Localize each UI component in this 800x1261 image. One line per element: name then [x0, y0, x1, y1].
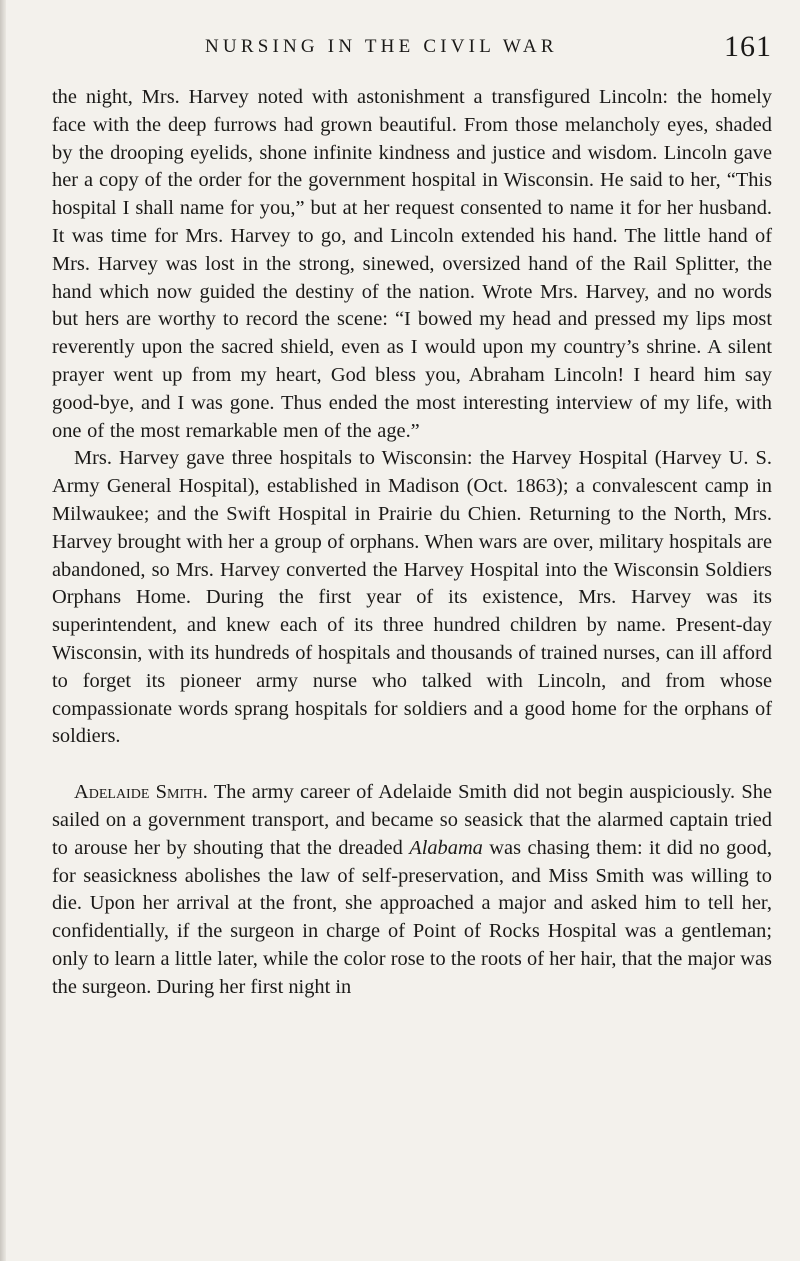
paragraph-3-text-before: The army career of Adelaide Smith did not begin auspiciously. She sailed on a government transport, and became so seasick that the alarmed captain tried to arouse her by shouting that the dreaded: [52, 781, 773, 859]
running-title: NURSING IN THE CIVIL WAR: [205, 36, 558, 57]
section-lead-adelaide-smith: Adelaide Smith.: [74, 781, 208, 804]
running-head: [205, 30, 772, 70]
paragraph-1: the night, Mrs. Harvey noted with astonishment a transfigured Lincoln: the homely face with the deep furrows had grown beautiful. From those melancholy eyes, shaded by the drooping eyelids, shone infinite kindness and justice and wisdom. Lincoln gave her a copy of the order for the government hospital in Wisconsin. He said to her, “This hospital I shall name for you,” but at her request consented to name it for her husband. It was time for Mrs. Harvey to go, and Lincoln extended his hand. The little hand of Mrs. Harvey was lost in the strong, sinewed, oversized hand of the Rail Splitter, the hand which now guided the destiny of the nation. Wrote Mrs. Harvey, and no words but hers are worthy to record the scene: “I bowed my head and pressed my lips most reverently upon the sacred shield, even as I would upon my country’s shrine. A silent prayer went up from my heart, God bless you, Abraham Lincoln! I heard him say good-bye, and I was gone. Thus ended the most interesting interview of my life, with one of the most remarkable men of the age.”: [52, 86, 772, 442]
paragraph-3-text-after: was chasing them: it did no good, for seasickness abolishes the law of self-preservation, and Miss Smith was willing to die. Upon her arrival at the front, she approached a major and asked him to tell her, confidentially, if the surgeon in charge of Point of Rocks Hospital was a gentleman; only to learn a little later, while the color rose to the roots of her hair, that the major was the surgeon. During her first night in: [52, 836, 772, 998]
ship-name: Alabama: [409, 836, 483, 859]
paragraph-2: Mrs. Harvey gave three hospitals to Wisconsin: the Harvey Hospital (Harvey U. S. Army General Hospital), established in Madison (Oct. 1863); a convalescent camp in Milwaukee; and the Swift Hospital in Prairie du Chien. Returning to the North, Mrs. Harvey brought with her a group of orphans. When wars are over, military hospitals are abandoned, so Mrs. Harvey converted the Harvey Hospital into the Wisconsin Soldiers Orphans Home. During the first year of its existence, Mrs. Harvey was its superintendent, and knew each of its three hundred children by name. Present-day Wisconsin, with its hundreds of hospitals and thousands of trained nurses, can ill afford to forget its pioneer army nurse who talked with Lincoln, and from whose compassionate words sprang hospitals for soldiers and a good home for the orphans of soldiers.: [52, 447, 772, 748]
body-text: [52, 84, 772, 1002]
page-edge: [0, 0, 6, 1261]
paragraph-3: [52, 779, 772, 1001]
page-number: 161: [724, 30, 772, 63]
